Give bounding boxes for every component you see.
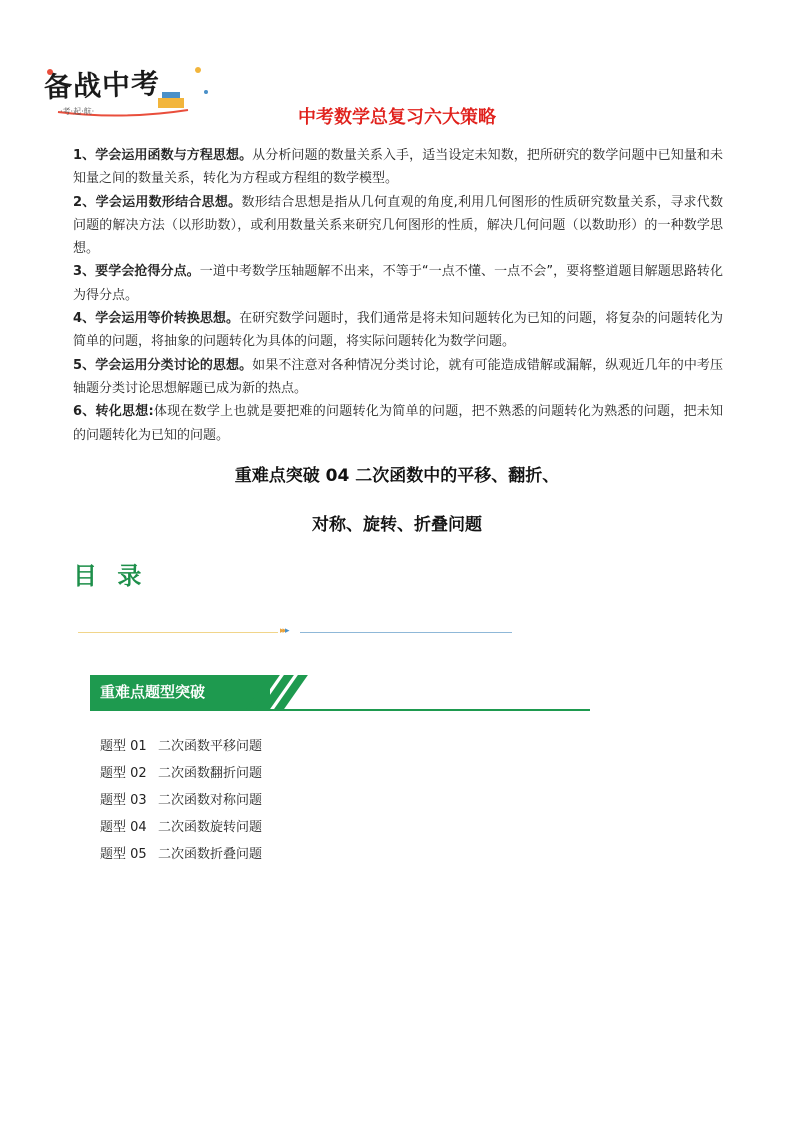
document-title: 中考数学总复习六大策略 — [298, 107, 496, 128]
toc-item-number: 题型 03 — [100, 793, 147, 808]
strategy-lead: 3、要学会抢得分点。 — [73, 264, 200, 280]
strategy-paragraph — [73, 354, 723, 401]
strategy-lead: 5、学会运用分类讨论的思想。 — [73, 357, 253, 373]
toc-item-number: 题型 04 — [100, 820, 147, 835]
toc-item-label: 二次函数对称问题 — [158, 793, 263, 808]
banner-underline — [90, 709, 590, 711]
strategy-lead: 6、转化思想: — [73, 404, 154, 420]
divider-line-right — [300, 632, 512, 633]
strategy-paragraph — [73, 144, 723, 191]
toc-item-label: 二次函数旋转问题 — [158, 820, 263, 835]
toc-list — [100, 733, 262, 868]
decorative-divider — [78, 626, 512, 636]
arrows-icon: ▸▸▸ — [280, 626, 288, 636]
strategies-list — [73, 144, 723, 447]
logo-subtext: ·考·起·航· — [60, 107, 95, 116]
strategy-body: 体现在数学上也就是要把难的问题转化为简单的问题，把不熟悉的问题转化为熟悉的问题，把未知的问题转化为已知的问题。 — [73, 404, 723, 443]
toc-heading: 目 录 — [73, 562, 148, 590]
toc-item-label: 二次函数折叠问题 — [158, 847, 263, 862]
strategy-paragraph — [73, 260, 723, 307]
toc-item[interactable] — [100, 787, 262, 814]
strategy-body: 数形结合思想是指从几何直观的角度,利用几何图形的性质研究数量关系，寻求代数问题的解决方法（以形助数），或利用数量关系来研究几何图形的性质，解决几何问题（以数助形）的一种数学思想。 — [73, 194, 723, 257]
toc-item[interactable] — [100, 760, 262, 787]
strategy-body: 如果不注意对各种情况分类讨论，就有可能造成错解或漏解，纵观近几年的中考压轴题分类讨论思想解题已成为新的热点。 — [73, 357, 723, 396]
toc-item[interactable] — [100, 841, 262, 868]
toc-item-number: 题型 05 — [100, 847, 147, 862]
logo-text: 备战中考 — [43, 66, 161, 105]
toc-item-label: 二次函数平移问题 — [158, 739, 263, 754]
toc-item[interactable] — [100, 733, 262, 760]
section-title-line1: 重难点突破 04 二次函数中的平移、翻折、 — [234, 466, 560, 486]
strategy-paragraph — [73, 400, 723, 447]
strategy-paragraph — [73, 191, 723, 261]
strategy-body: 在研究数学问题时，我们通常是将未知问题转化为已知的问题，将复杂的问题转化为简单的问题，将抽象的问题转化为具体的问题，将实际问题转化为数学问题。 — [73, 311, 723, 350]
section-title-line2: 对称、旋转、折叠问题 — [312, 515, 482, 535]
divider-line-left — [78, 632, 278, 633]
toc-item-number: 题型 01 — [100, 739, 147, 754]
strategy-lead: 2、学会运用数形结合思想。 — [73, 194, 242, 210]
strategy-body: 从分析问题的数量关系入手，适当设定未知数，把所研究的数学问题中已知量和未知量之间的数量关系，转化为方程或方程组的数学模型。 — [73, 148, 723, 187]
toc-item-label: 二次函数翻折问题 — [158, 766, 263, 781]
banner-label: 重难点题型突破 — [90, 675, 270, 709]
toc-item[interactable] — [100, 814, 262, 841]
strategy-body: 一道中考数学压轴题解不出来，不等于“一点不懂、一点不会”，要将整道题目解题思路转化为得分点。 — [73, 264, 723, 303]
strategy-paragraph — [73, 307, 723, 354]
section-banner — [90, 675, 590, 711]
strategy-lead: 1、学会运用函数与方程思想。 — [73, 148, 253, 163]
toc-item-number: 题型 02 — [100, 766, 147, 781]
strategy-lead: 4、学会运用等价转换思想。 — [73, 311, 240, 327]
